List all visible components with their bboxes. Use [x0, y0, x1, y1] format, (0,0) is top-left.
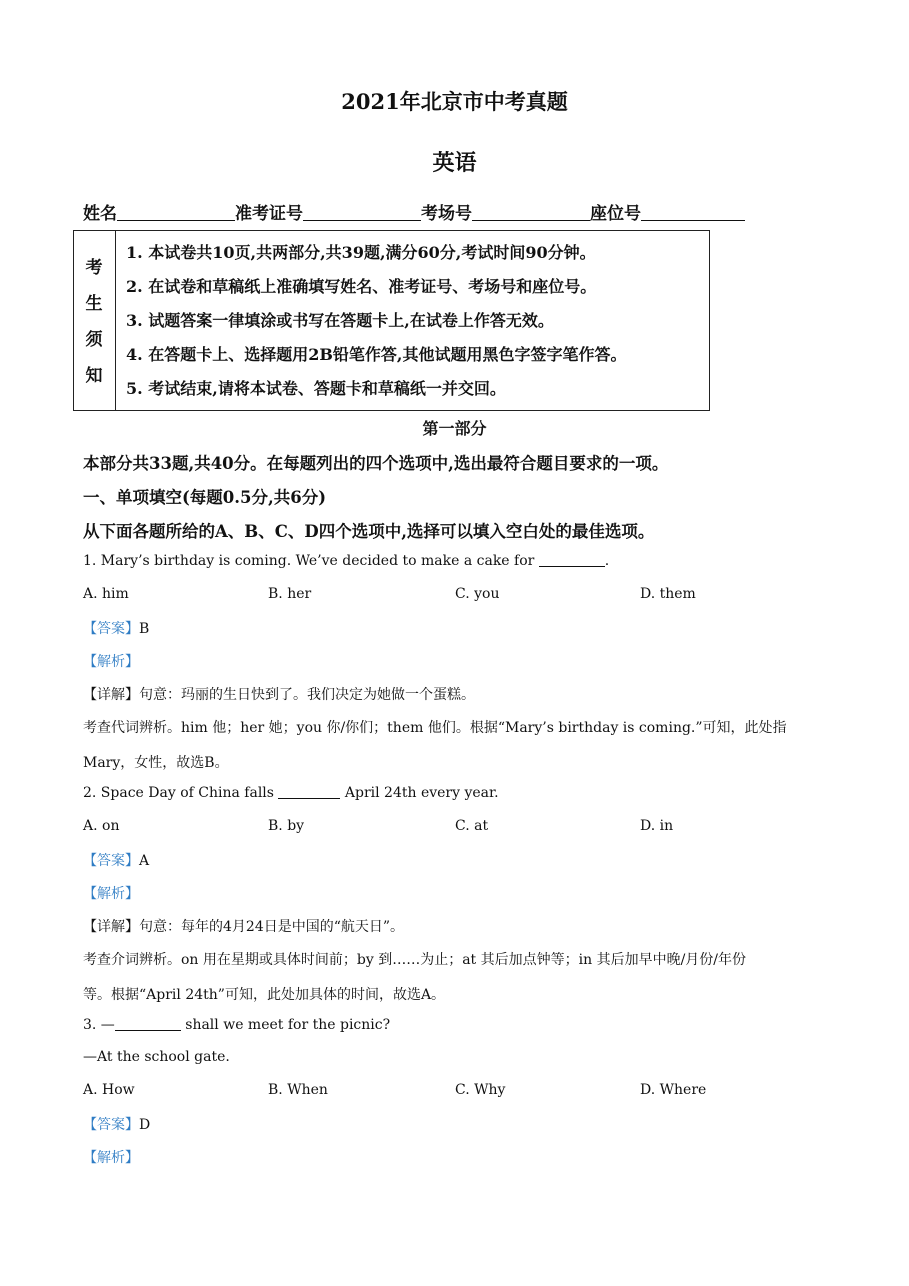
detail-label: 【详解】 — [83, 919, 139, 935]
section-instruction: 从下面各题所给的A、B、C、D四个选项中,选择可以填入空白处的最佳选项。 — [83, 522, 655, 541]
option: D. Where — [640, 1082, 707, 1098]
answer-line — [83, 618, 149, 638]
analysis-label: 【解析】 — [83, 654, 139, 670]
answer-line — [83, 850, 149, 870]
option: B. her — [268, 586, 312, 602]
notice-rule: 4. 在答题卡上、选择题用2B铅笔作答,其他试题用黑色字签字笔作答。 — [126, 345, 627, 364]
seat-no-label: 座位号 — [590, 204, 641, 224]
detail-label: 【详解】 — [83, 687, 139, 703]
notice-side-label — [74, 231, 116, 410]
notice-side-char: 须 — [85, 330, 103, 350]
room-no-label: 考场号 — [421, 204, 472, 224]
answer-blank — [539, 553, 605, 567]
option: D. them — [640, 586, 696, 602]
analysis-label: 【解析】 — [83, 1150, 139, 1166]
detail-line: 考查介词辨析。on 用在星期或具体时间前；by 到……为止；at 其后加点钟等；in 其后加早中晚/月份/年份 — [83, 952, 747, 968]
detail-line: 【详解】句意：玛丽的生日快到了。我们决定为她做一个蛋糕。 — [83, 687, 475, 703]
subject-title: 英语 — [432, 150, 477, 176]
notice-rule: 1. 本试卷共10页,共两部分,共39题,满分60分,考试时间90分钟。 — [126, 243, 596, 262]
answer-value: A — [139, 853, 150, 869]
detail-line: 等。根据“April 24th”可知，此处加具体的时间，故选A。 — [83, 987, 446, 1003]
candidate-notice-box — [73, 230, 710, 411]
answer-blank — [278, 785, 340, 799]
detail-line: Mary，女性，故选B。 — [83, 755, 229, 771]
detail-line: 【详解】句意：每年的4月24日是中国的“航天日”。 — [83, 919, 405, 935]
answer-blank — [115, 1017, 181, 1031]
option: A. on — [83, 818, 120, 834]
room-no-blank — [472, 203, 590, 221]
notice-rule: 5. 考试结束,请将本试卷、答题卡和草稿纸一并交回。 — [126, 379, 506, 398]
part-intro: 本部分共33题,共40分。在每题列出的四个选项中,选出最符合题目要求的一项。 — [83, 454, 669, 473]
section-heading: 一、单项填空(每题0.5分,共6分) — [83, 488, 327, 507]
answer-label: 【答案】 — [83, 1117, 139, 1133]
option: C. Why — [455, 1082, 506, 1098]
name-blank — [117, 203, 235, 221]
option: D. in — [640, 818, 674, 834]
detail-line: 考查代词辨析。him 他；her 她；you 你/你们；them 他们。根据“Mary’s birthday is coming.”可知，此处指 — [83, 720, 787, 736]
question-stem: 1. Mary’s birthday is coming. We’ve decided to make a cake for . — [83, 553, 610, 569]
option: A. him — [83, 586, 129, 602]
option: B. When — [268, 1082, 328, 1098]
name-label: 姓名 — [83, 204, 117, 224]
option: A. How — [83, 1082, 135, 1098]
part-title: 第一部分 — [422, 419, 487, 438]
notice-rule: 2. 在试卷和草稿纸上准确填写姓名、准考证号、考场号和座位号。 — [126, 277, 597, 296]
exam-title: 2021年北京市中考真题 — [341, 89, 568, 114]
option: B. by — [268, 818, 305, 834]
answer-label: 【答案】 — [83, 621, 139, 637]
notice-rule: 3. 试题答案一律填涂或书写在答题卡上,在试卷上作答无效。 — [126, 311, 554, 330]
answer-value: B — [139, 621, 150, 637]
question-stem: 3. — shall we meet for the picnic? — [83, 1017, 391, 1033]
candidate-info-line — [83, 199, 745, 224]
seat-no-blank — [641, 203, 745, 221]
question-reply: —At the school gate. — [83, 1049, 230, 1065]
notice-side-char: 考 — [85, 258, 103, 278]
notice-side-char: 生 — [85, 294, 103, 314]
answer-value: D — [139, 1117, 151, 1133]
analysis-label: 【解析】 — [83, 886, 139, 902]
exam-no-label: 准考证号 — [235, 204, 303, 224]
option: C. at — [455, 818, 489, 834]
notice-side-char: 知 — [85, 366, 103, 386]
exam-no-blank — [303, 203, 421, 221]
answer-label: 【答案】 — [83, 853, 139, 869]
answer-line — [83, 1114, 150, 1134]
question-stem: 2. Space Day of China falls April 24th every year. — [83, 785, 499, 801]
option: C. you — [455, 586, 500, 602]
